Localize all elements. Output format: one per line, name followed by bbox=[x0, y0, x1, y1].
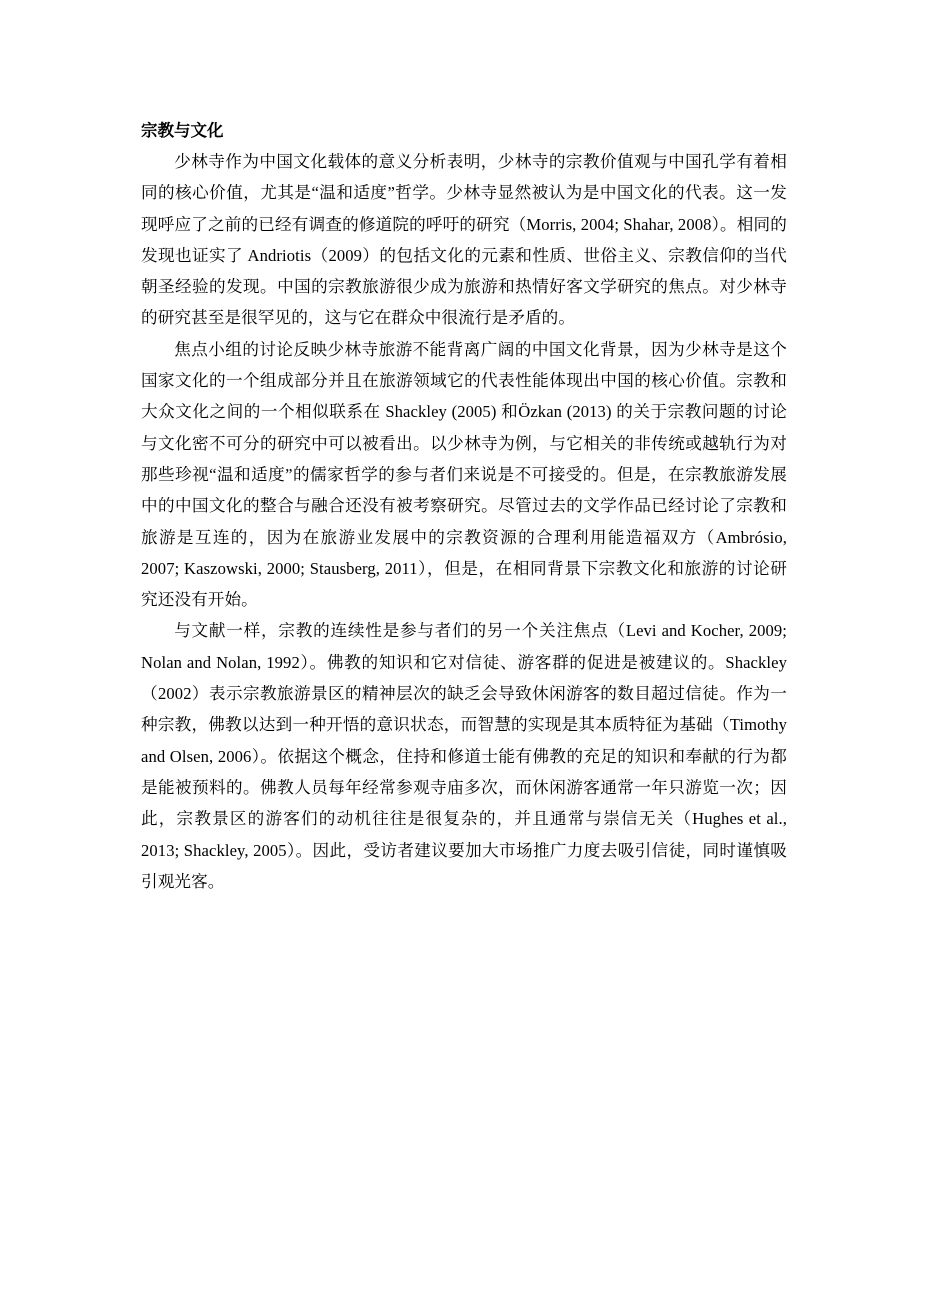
document-body bbox=[141, 115, 787, 897]
paragraph-2: 焦点小组的讨论反映少林寺旅游不能背离广阔的中国文化背景，因为少林寺是这个国家文化的一个组成部分并且在旅游领域它的代表性能体现出中国的核心价值。宗教和大众文化之间的一个相似联系在 Shackley (2005) 和Özkan (2013) 的关于宗教问题的讨论与文化密不可分的研究中可以被看出。以少林寺为例，与它相关的非传统或越轨行为对那些珍视“温和适度”的儒家哲学的参与者们来说是不可接受的。但是，在宗教旅游发展中的中国文化的整合与融合还没有被考察研究。尽管过去的文学作品已经讨论了宗教和旅游是互连的，因为在旅游业发展中的宗教资源的合理利用能造福双方（Ambrósio, 2007; Kaszowski, 2000; Stausberg, 2011），但是，在相同背景下宗教文化和旅游的讨论研究还没有开始。 bbox=[141, 339, 787, 610]
paragraph-1: 少林寺作为中国文化载体的意义分析表明，少林寺的宗教价值观与中国孔学有着相同的核心价值，尤其是“温和适度”哲学。少林寺显然被认为是中国文化的代表。这一发现呼应了之前的已经有调查的修道院的呼吁的研究（Morris, 2004; Shahar, 2008）。相同的发现也证实了 Andriotis（2009）的包括文化的元素和性质、世俗主义、宗教信仰的当代朝圣经验的发现。中国的宗教旅游很少成为旅游和热情好客文学研究的焦点。对少林寺的研究甚至是很罕见的，这与它在群众中很流行是矛盾的。 bbox=[141, 152, 787, 328]
paragraph-3: 与文献一样，宗教的连续性是参与者们的另一个关注焦点（Levi and Kocher, 2009; Nolan and Nolan, 1992）。佛教的知识和它对信徒、游客群的促进是被建议的。Shackley（2002）表示宗教旅游景区的精神层次的缺乏会导致休闲游客的数目超过信徒。作为一种宗教，佛教以达到一种开悟的意识状态，而智慧的实现是其本质特征为基础（Timothy and Olsen, 2006）。依据这个概念，住持和修道士能有佛教的充足的知识和奉献的行为都是能被预料的。佛教人员每年经常参观寺庙多次，而休闲游客通常一年只游览一次；因此，宗教景区的游客们的动机往往是很复杂的，并且通常与崇信无关（Hughes et al., 2013; Shackley, 2005）。因此，受访者建议要加大市场推广力度去吸引信徒，同时谨慎吸引观光客。 bbox=[141, 621, 787, 891]
section-heading: 宗教与文化 bbox=[141, 121, 224, 140]
